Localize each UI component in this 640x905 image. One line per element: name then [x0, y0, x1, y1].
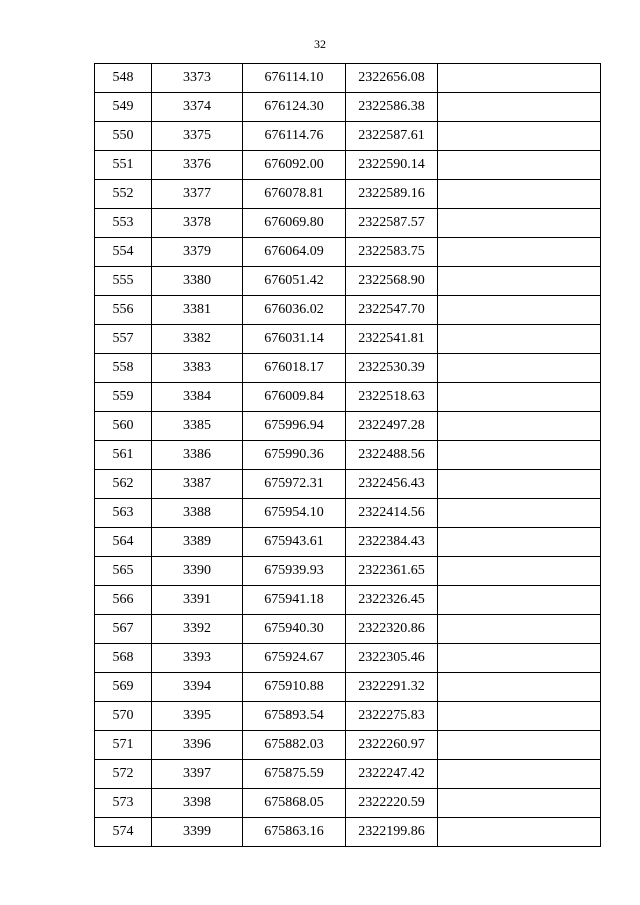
note-cell	[438, 383, 601, 412]
x-coordinate-cell: 675996.94	[243, 412, 346, 441]
y-coordinate-cell: 2322590.14	[346, 151, 438, 180]
y-coordinate-cell: 2322497.28	[346, 412, 438, 441]
x-coordinate-cell: 676114.76	[243, 122, 346, 151]
note-cell	[438, 180, 601, 209]
x-coordinate-cell: 675954.10	[243, 499, 346, 528]
note-cell	[438, 789, 601, 818]
y-coordinate-cell: 2322260.97	[346, 731, 438, 760]
point-id-cell: 3388	[152, 499, 243, 528]
point-id-cell: 3383	[152, 354, 243, 383]
row-index-cell: 551	[95, 151, 152, 180]
y-coordinate-cell: 2322220.59	[346, 789, 438, 818]
table-row	[95, 615, 601, 644]
x-coordinate-cell: 675910.88	[243, 673, 346, 702]
table-row	[95, 760, 601, 789]
row-index-cell: 557	[95, 325, 152, 354]
y-coordinate-cell: 2322583.75	[346, 238, 438, 267]
x-coordinate-cell: 675882.03	[243, 731, 346, 760]
y-coordinate-cell: 2322456.43	[346, 470, 438, 499]
note-cell	[438, 151, 601, 180]
note-cell	[438, 731, 601, 760]
x-coordinate-cell: 676031.14	[243, 325, 346, 354]
table-row	[95, 412, 601, 441]
point-id-cell: 3386	[152, 441, 243, 470]
row-index-cell: 570	[95, 702, 152, 731]
table-row	[95, 528, 601, 557]
x-coordinate-cell: 675940.30	[243, 615, 346, 644]
y-coordinate-cell: 2322587.61	[346, 122, 438, 151]
table-row	[95, 267, 601, 296]
table-body	[95, 64, 601, 847]
table-row	[95, 441, 601, 470]
note-cell	[438, 586, 601, 615]
y-coordinate-cell: 2322247.42	[346, 760, 438, 789]
x-coordinate-cell: 675943.61	[243, 528, 346, 557]
table-row	[95, 731, 601, 760]
table-row	[95, 209, 601, 238]
row-index-cell: 565	[95, 557, 152, 586]
point-id-cell: 3394	[152, 673, 243, 702]
point-id-cell: 3375	[152, 122, 243, 151]
y-coordinate-cell: 2322384.43	[346, 528, 438, 557]
point-id-cell: 3396	[152, 731, 243, 760]
note-cell	[438, 499, 601, 528]
row-index-cell: 550	[95, 122, 152, 151]
page-number: 32	[314, 37, 326, 51]
x-coordinate-cell: 675875.59	[243, 760, 346, 789]
point-id-cell: 3376	[152, 151, 243, 180]
row-index-cell: 563	[95, 499, 152, 528]
x-coordinate-cell: 676069.80	[243, 209, 346, 238]
point-id-cell: 3382	[152, 325, 243, 354]
x-coordinate-cell: 675939.93	[243, 557, 346, 586]
y-coordinate-cell: 2322361.65	[346, 557, 438, 586]
row-index-cell: 566	[95, 586, 152, 615]
point-id-cell: 3373	[152, 64, 243, 93]
y-coordinate-cell: 2322547.70	[346, 296, 438, 325]
note-cell	[438, 702, 601, 731]
x-coordinate-cell: 676092.00	[243, 151, 346, 180]
table-row	[95, 325, 601, 354]
x-coordinate-cell: 676009.84	[243, 383, 346, 412]
row-index-cell: 568	[95, 644, 152, 673]
note-cell	[438, 354, 601, 383]
row-index-cell: 560	[95, 412, 152, 441]
row-index-cell: 552	[95, 180, 152, 209]
y-coordinate-cell: 2322326.45	[346, 586, 438, 615]
y-coordinate-cell: 2322656.08	[346, 64, 438, 93]
y-coordinate-cell: 2322320.86	[346, 615, 438, 644]
row-index-cell: 562	[95, 470, 152, 499]
x-coordinate-cell: 676114.10	[243, 64, 346, 93]
note-cell	[438, 644, 601, 673]
table-row	[95, 557, 601, 586]
table-row	[95, 499, 601, 528]
note-cell	[438, 238, 601, 267]
row-index-cell: 572	[95, 760, 152, 789]
point-id-cell: 3390	[152, 557, 243, 586]
table-row	[95, 93, 601, 122]
note-cell	[438, 760, 601, 789]
table-row	[95, 122, 601, 151]
table-row	[95, 470, 601, 499]
note-cell	[438, 325, 601, 354]
y-coordinate-cell: 2322199.86	[346, 818, 438, 847]
table-row	[95, 151, 601, 180]
note-cell	[438, 818, 601, 847]
x-coordinate-cell: 676124.30	[243, 93, 346, 122]
row-index-cell: 567	[95, 615, 152, 644]
table-row	[95, 673, 601, 702]
y-coordinate-cell: 2322589.16	[346, 180, 438, 209]
note-cell	[438, 64, 601, 93]
note-cell	[438, 122, 601, 151]
row-index-cell: 555	[95, 267, 152, 296]
point-id-cell: 3380	[152, 267, 243, 296]
table-row	[95, 180, 601, 209]
x-coordinate-cell: 676078.81	[243, 180, 346, 209]
y-coordinate-cell: 2322275.83	[346, 702, 438, 731]
x-coordinate-cell: 675990.36	[243, 441, 346, 470]
row-index-cell: 558	[95, 354, 152, 383]
x-coordinate-cell: 676036.02	[243, 296, 346, 325]
point-id-cell: 3385	[152, 412, 243, 441]
x-coordinate-cell: 676064.09	[243, 238, 346, 267]
note-cell	[438, 267, 601, 296]
row-index-cell: 549	[95, 93, 152, 122]
row-index-cell: 553	[95, 209, 152, 238]
point-id-cell: 3381	[152, 296, 243, 325]
note-cell	[438, 296, 601, 325]
x-coordinate-cell: 675863.16	[243, 818, 346, 847]
y-coordinate-cell: 2322414.56	[346, 499, 438, 528]
row-index-cell: 559	[95, 383, 152, 412]
y-coordinate-cell: 2322488.56	[346, 441, 438, 470]
table-row	[95, 296, 601, 325]
point-id-cell: 3393	[152, 644, 243, 673]
point-id-cell: 3391	[152, 586, 243, 615]
table-row	[95, 702, 601, 731]
table-row	[95, 818, 601, 847]
x-coordinate-cell: 675893.54	[243, 702, 346, 731]
row-index-cell: 554	[95, 238, 152, 267]
table-row	[95, 586, 601, 615]
y-coordinate-cell: 2322518.63	[346, 383, 438, 412]
note-cell	[438, 412, 601, 441]
note-cell	[438, 528, 601, 557]
point-id-cell: 3378	[152, 209, 243, 238]
point-id-cell: 3395	[152, 702, 243, 731]
x-coordinate-cell: 675941.18	[243, 586, 346, 615]
x-coordinate-cell: 675924.67	[243, 644, 346, 673]
table-row	[95, 238, 601, 267]
table-row	[95, 644, 601, 673]
note-cell	[438, 615, 601, 644]
point-id-cell: 3379	[152, 238, 243, 267]
point-id-cell: 3374	[152, 93, 243, 122]
table-row	[95, 354, 601, 383]
note-cell	[438, 441, 601, 470]
y-coordinate-cell: 2322568.90	[346, 267, 438, 296]
table-row	[95, 789, 601, 818]
y-coordinate-cell: 2322587.57	[346, 209, 438, 238]
note-cell	[438, 673, 601, 702]
y-coordinate-cell: 2322291.32	[346, 673, 438, 702]
point-id-cell: 3387	[152, 470, 243, 499]
point-id-cell: 3384	[152, 383, 243, 412]
point-id-cell: 3398	[152, 789, 243, 818]
point-id-cell: 3377	[152, 180, 243, 209]
coordinates-table	[94, 63, 601, 847]
note-cell	[438, 93, 601, 122]
note-cell	[438, 470, 601, 499]
point-id-cell: 3399	[152, 818, 243, 847]
x-coordinate-cell: 675972.31	[243, 470, 346, 499]
y-coordinate-cell: 2322305.46	[346, 644, 438, 673]
row-index-cell: 561	[95, 441, 152, 470]
table-row	[95, 383, 601, 412]
point-id-cell: 3392	[152, 615, 243, 644]
y-coordinate-cell: 2322586.38	[346, 93, 438, 122]
row-index-cell: 548	[95, 64, 152, 93]
note-cell	[438, 209, 601, 238]
point-id-cell: 3397	[152, 760, 243, 789]
row-index-cell: 569	[95, 673, 152, 702]
y-coordinate-cell: 2322541.81	[346, 325, 438, 354]
x-coordinate-cell: 675868.05	[243, 789, 346, 818]
y-coordinate-cell: 2322530.39	[346, 354, 438, 383]
point-id-cell: 3389	[152, 528, 243, 557]
row-index-cell: 564	[95, 528, 152, 557]
row-index-cell: 571	[95, 731, 152, 760]
x-coordinate-cell: 676018.17	[243, 354, 346, 383]
row-index-cell: 556	[95, 296, 152, 325]
row-index-cell: 574	[95, 818, 152, 847]
note-cell	[438, 557, 601, 586]
table-row	[95, 64, 601, 93]
x-coordinate-cell: 676051.42	[243, 267, 346, 296]
row-index-cell: 573	[95, 789, 152, 818]
